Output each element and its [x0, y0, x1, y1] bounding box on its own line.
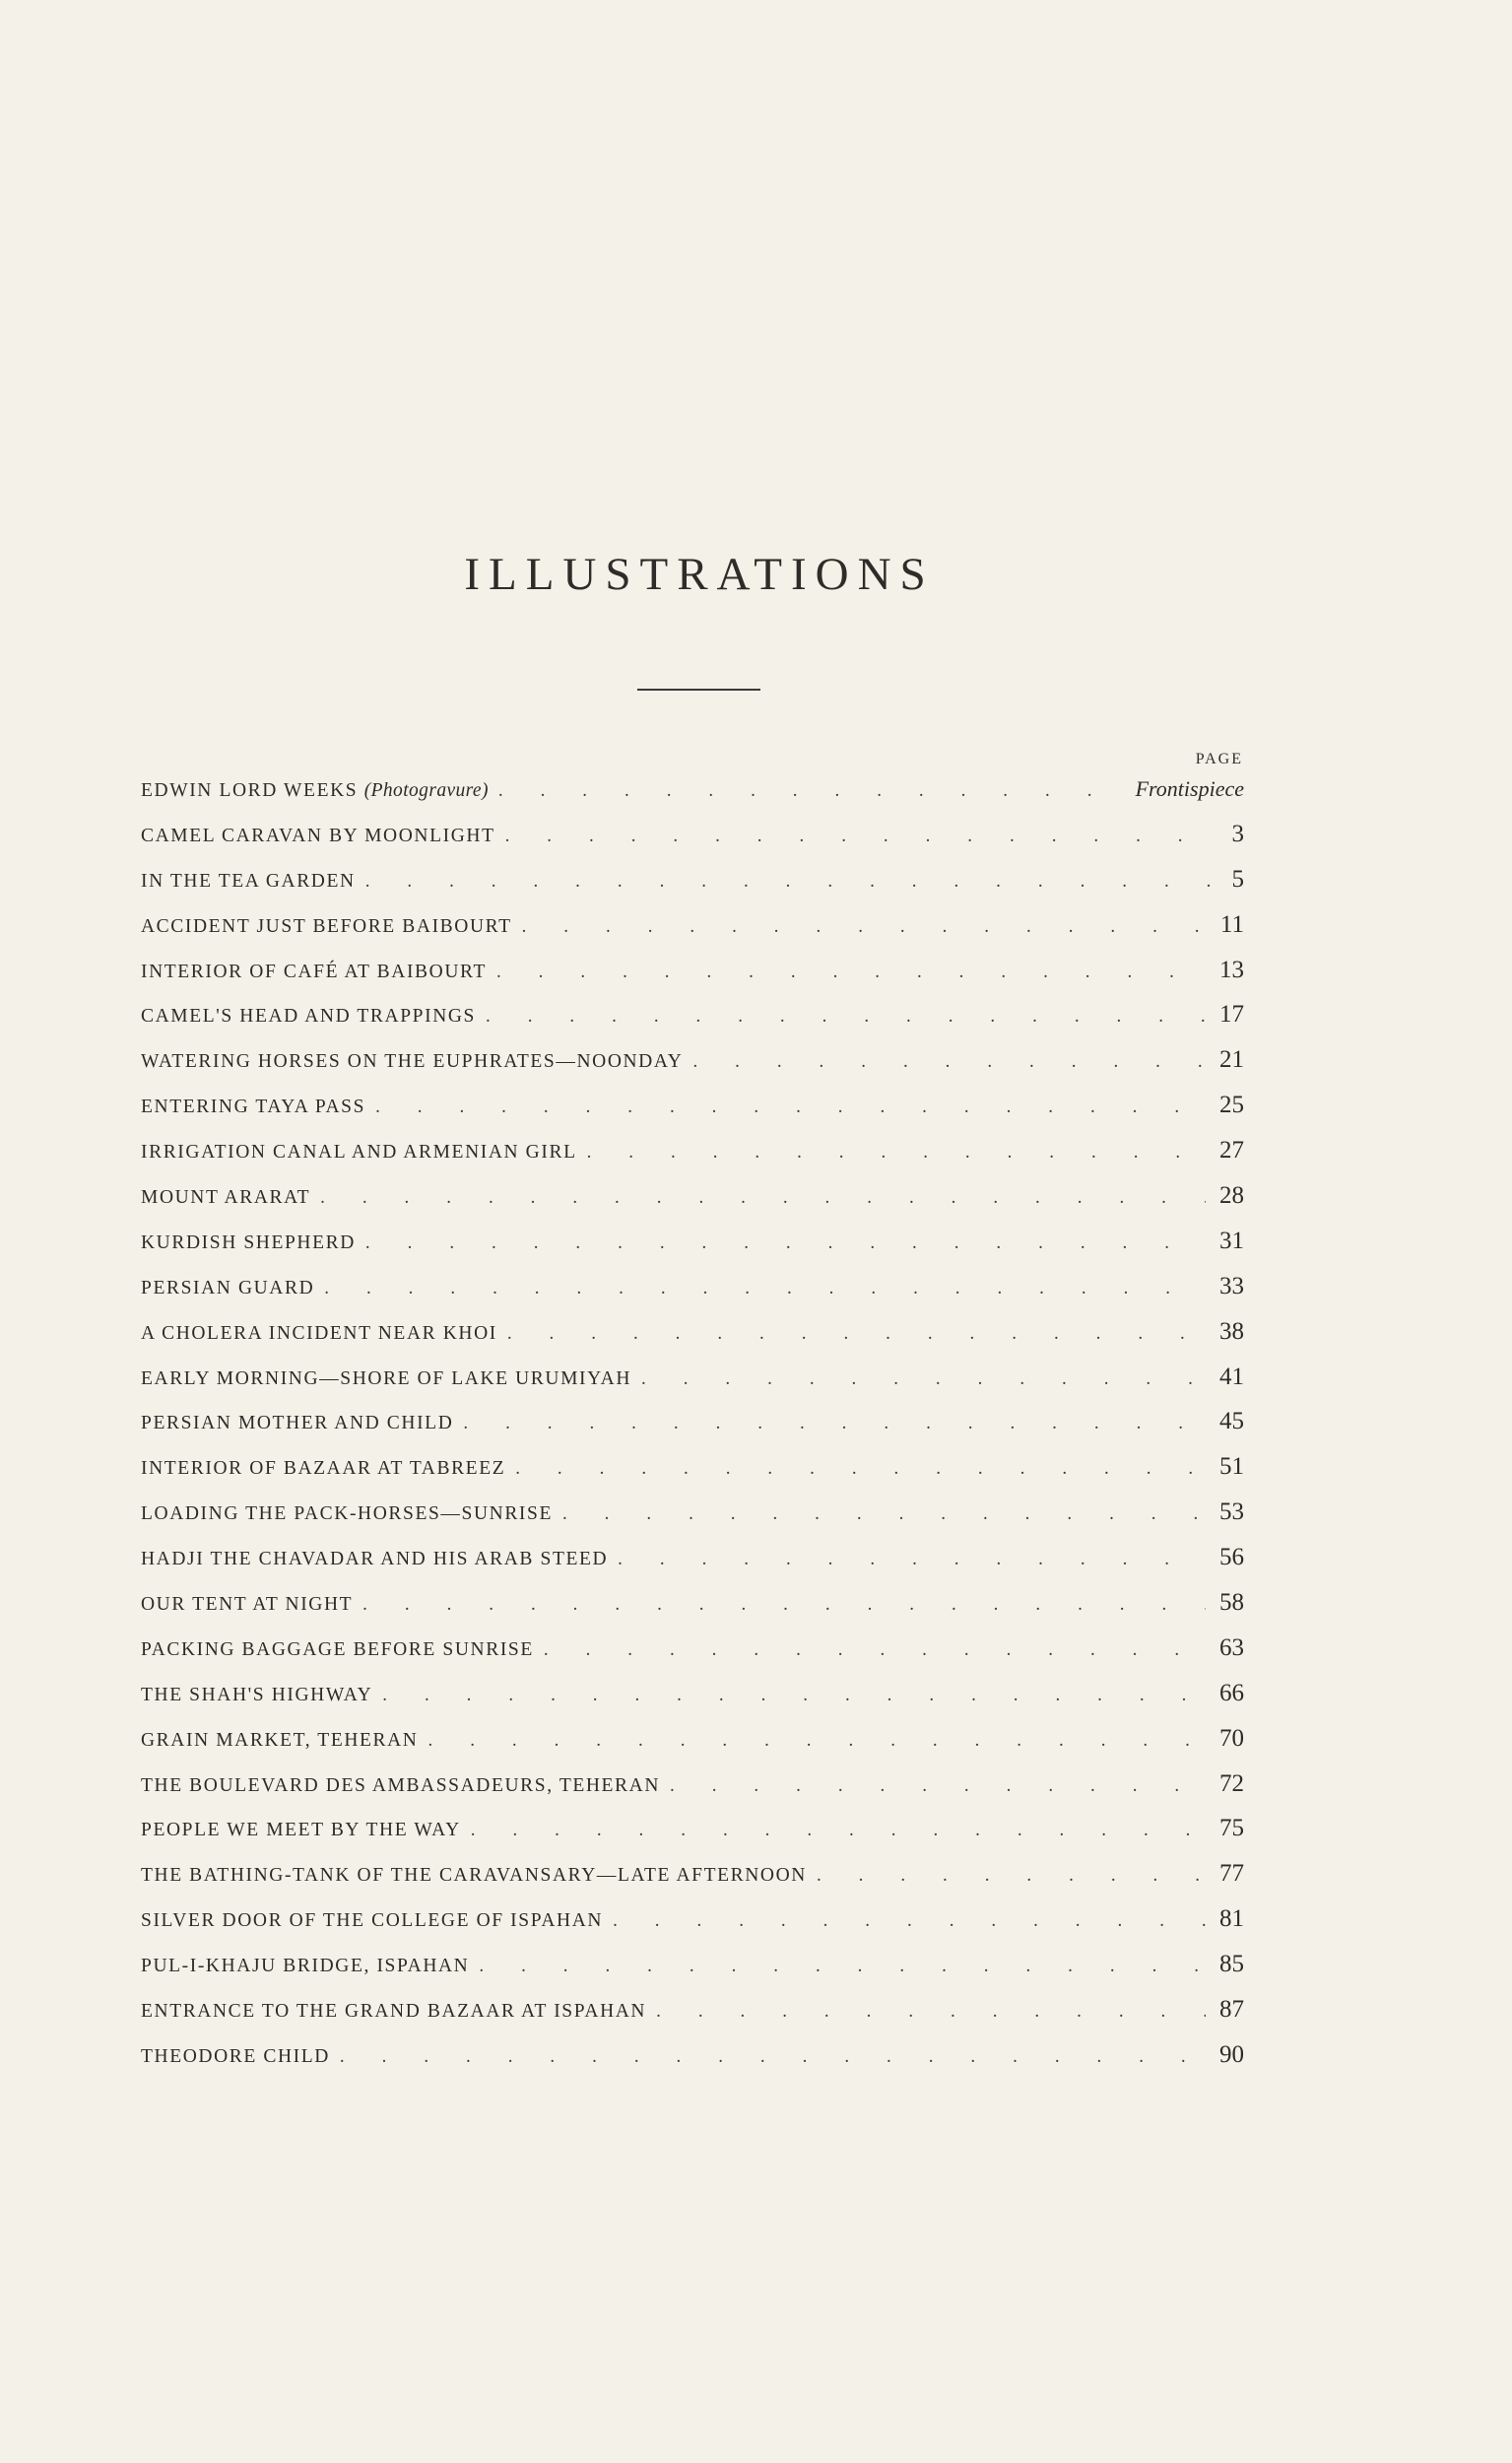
entry-title: CAMEL CARAVAN BY MOONLIGHT: [141, 825, 495, 846]
entry-page: 63: [1219, 1633, 1244, 1661]
entry-page: 72: [1219, 1769, 1244, 1797]
entry-page: 51: [1219, 1453, 1244, 1481]
list-item: [141, 1762, 1244, 1807]
list-item: [141, 1083, 1244, 1128]
entry-note: (Photogravure): [363, 780, 489, 801]
dot-leader: [656, 1989, 1206, 2034]
list-item: [141, 2032, 1244, 2078]
entry-page: 28: [1219, 1182, 1244, 1210]
entry-title: GRAIN MARKET, TEHERAN: [141, 1729, 419, 1751]
entry-page: 66: [1219, 1679, 1244, 1706]
list-item: [141, 1173, 1244, 1219]
entry-page: 31: [1219, 1227, 1244, 1254]
list-item: [141, 1444, 1244, 1490]
page-column-header: PAGE: [1195, 751, 1243, 767]
list-item: [141, 1399, 1244, 1444]
entry-title: A CHOLERA INCIDENT NEAR KHOI: [141, 1322, 497, 1344]
entry-page: 38: [1219, 1317, 1244, 1345]
entry-page: 5: [1231, 865, 1244, 893]
entry-page: 45: [1219, 1408, 1244, 1435]
list-item: [141, 1716, 1244, 1762]
dot-leader: [362, 1582, 1206, 1628]
entry-title: HADJI THE CHAVADAR AND HIS ARAB STEED: [141, 1549, 609, 1570]
entry-page: 58: [1219, 1589, 1244, 1617]
entry-title: OUR TENT AT NIGHT: [141, 1594, 354, 1616]
dot-leader: [692, 1039, 1206, 1085]
entry-title: ACCIDENT JUST BEFORE BAIBOURT: [141, 915, 512, 937]
dot-leader: [641, 1357, 1206, 1402]
entry-page: 13: [1219, 956, 1244, 983]
dot-leader: [382, 1673, 1206, 1718]
entry-title: EDWIN LORD WEEKS (Photogravure): [141, 780, 489, 801]
list-item: [141, 1897, 1244, 1942]
entry-page: 85: [1219, 1951, 1244, 1978]
dot-leader: [507, 1311, 1206, 1357]
list-item: [141, 1309, 1244, 1355]
entry-page: 3: [1231, 820, 1244, 847]
entry-page: Frontispiece: [1135, 776, 1244, 801]
list-item: [141, 1535, 1244, 1580]
entry-title: THE BOULEVARD DES AMBASSADEURS, TEHERAN: [141, 1774, 661, 1796]
entry-page: 27: [1219, 1137, 1244, 1165]
dot-leader: [479, 1944, 1206, 1989]
dot-leader: [496, 950, 1206, 995]
entry-title: LOADING THE PACK-HORSES—SUNRISE: [141, 1503, 553, 1525]
entry-title: KURDISH SHEPHERD: [141, 1232, 356, 1253]
list-item: [141, 1806, 1244, 1851]
list-item: [141, 1219, 1244, 1264]
entry-page: 33: [1219, 1272, 1244, 1299]
dot-leader: [522, 904, 1207, 950]
entry-title: INTERIOR OF BAZAAR AT TABREEZ: [141, 1458, 506, 1480]
list-item: [141, 902, 1244, 948]
list-item: [141, 857, 1244, 902]
list-item: [141, 1851, 1244, 1897]
entry-title: PUL-I-KHAJU BRIDGE, ISPAHAN: [141, 1956, 470, 1977]
entry-title: PEOPLE WE MEET BY THE WAY: [141, 1820, 461, 1841]
dot-leader: [471, 1808, 1206, 1853]
dot-leader: [670, 1764, 1206, 1809]
list-item: [141, 1942, 1244, 1987]
dot-leader: [498, 768, 1122, 814]
dot-leader: [613, 1898, 1206, 1944]
entry-title: CAMEL'S HEAD AND TRAPPINGS: [141, 1006, 477, 1028]
list-item: [141, 1580, 1244, 1626]
entry-title: THEODORE CHILD: [141, 2045, 330, 2067]
entry-page: 87: [1219, 1996, 1244, 2024]
entry-title: THE BATHING-TANK OF THE CARAVANSARY—LATE AFTERNOON: [141, 1865, 807, 1887]
entry-title: PERSIAN MOTHER AND CHILD: [141, 1413, 454, 1434]
entry-page: 56: [1219, 1544, 1244, 1571]
entry-page: 17: [1219, 1001, 1244, 1029]
dot-leader: [587, 1130, 1206, 1175]
entry-page: 77: [1219, 1860, 1244, 1888]
entry-page: 75: [1219, 1815, 1244, 1842]
list-item: [141, 1671, 1244, 1716]
entry-title: WATERING HORSES ON THE EUPHRATES—NOONDAY: [141, 1051, 684, 1073]
dot-leader: [618, 1537, 1206, 1582]
list-item: [141, 1987, 1244, 2032]
entry-title: PERSIAN GUARD: [141, 1277, 315, 1298]
entry-title: IRRIGATION CANAL AND ARMENIAN GIRL: [141, 1142, 577, 1164]
entry-page: 11: [1219, 910, 1244, 938]
entry-page: 90: [1219, 2040, 1244, 2068]
entry-title: INTERIOR OF CAFÉ AT BAIBOURT: [141, 961, 487, 982]
dot-leader: [486, 994, 1206, 1039]
entry-title: ENTERING TAYA PASS: [141, 1097, 366, 1118]
page-title: ILLUSTRATIONS: [464, 549, 935, 600]
dot-leader: [515, 1446, 1206, 1492]
dot-leader: [324, 1266, 1206, 1311]
list-item: [141, 766, 1244, 812]
list-item: [141, 992, 1244, 1037]
dot-leader: [340, 2034, 1206, 2080]
entry-page: 25: [1219, 1092, 1244, 1119]
dot-leader: [505, 814, 1218, 859]
entry-title: PACKING BAGGAGE BEFORE SUNRISE: [141, 1638, 534, 1660]
title-divider: [637, 689, 760, 691]
entry-page: 81: [1219, 1905, 1244, 1933]
list-item: [141, 1355, 1244, 1400]
dot-leader: [320, 1175, 1206, 1221]
list-item: [141, 1037, 1244, 1083]
entry-title: THE SHAH'S HIGHWAY: [141, 1684, 373, 1705]
dot-leader: [817, 1853, 1206, 1898]
list-item: [141, 1490, 1244, 1535]
dot-leader: [544, 1628, 1206, 1673]
entry-page: 70: [1219, 1724, 1244, 1752]
entry-title: EARLY MORNING—SHORE OF LAKE URUMIYAH: [141, 1367, 632, 1389]
dot-leader: [375, 1085, 1206, 1130]
entry-title: ENTRANCE TO THE GRAND BAZAAR AT ISPAHAN: [141, 2001, 647, 2023]
list-item: [141, 1128, 1244, 1173]
illustrations-list: [141, 766, 1244, 2078]
entry-page: 21: [1219, 1046, 1244, 1074]
dot-leader: [562, 1492, 1206, 1537]
entry-page: 53: [1219, 1498, 1244, 1526]
list-item: [141, 1264, 1244, 1309]
list-item: [141, 948, 1244, 993]
entry-title: IN THE TEA GARDEN: [141, 870, 356, 892]
list-item: [141, 812, 1244, 857]
dot-leader: [365, 1221, 1206, 1266]
dot-leader: [463, 1401, 1206, 1446]
list-item: [141, 1626, 1244, 1671]
dot-leader: [428, 1718, 1207, 1764]
entry-page: 41: [1219, 1363, 1244, 1390]
dot-leader: [365, 859, 1218, 904]
entry-title: MOUNT ARARAT: [141, 1187, 311, 1209]
entry-title: SILVER DOOR OF THE COLLEGE OF ISPAHAN: [141, 1910, 604, 1932]
